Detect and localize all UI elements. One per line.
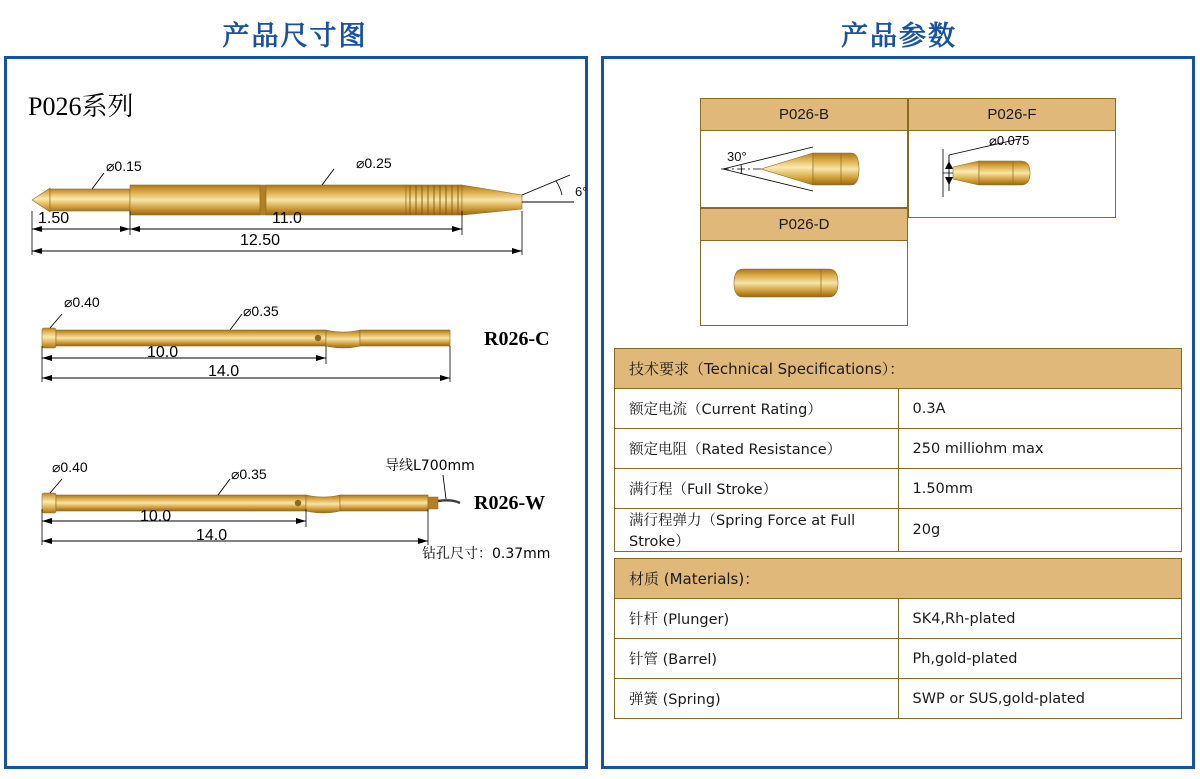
table-row <box>615 599 1182 639</box>
tip-type-figure-p026f <box>909 131 1115 217</box>
dim-inner-3: 10.0 <box>140 508 172 525</box>
label-dia-large-2: ⌀0.40 <box>64 294 100 310</box>
note-hole-size: 钻孔尺寸：0.37mm <box>422 546 551 562</box>
left-panel <box>4 56 588 769</box>
table-row <box>615 469 1182 509</box>
table-row <box>615 679 1182 719</box>
table-row <box>615 429 1182 469</box>
material-value-0: SK4,Rh-plated <box>898 599 1182 639</box>
tip-type-label-p026d: P026-D <box>701 209 907 241</box>
right-panel-title: 产品参数 <box>841 21 957 52</box>
tech-key-1: 额定电阻（Rated Resistance） <box>615 429 899 469</box>
material-key-0: 针杆 (Plunger) <box>615 599 899 639</box>
dimensions-drawing-2 <box>22 342 492 402</box>
tech-value-1: 250 milliohm max <box>898 429 1182 469</box>
tip-type-box-p026f <box>908 98 1116 218</box>
label-tip-diameter-p026f: ⌀0.075 <box>989 133 1030 148</box>
label-dia-large-3: ⌀0.40 <box>52 459 88 475</box>
tech-key-2: 满行程（Full Stroke） <box>615 469 899 509</box>
label-dia-small-2: ⌀0.35 <box>243 303 279 319</box>
material-key-1: 针管 (Barrel) <box>615 639 899 679</box>
material-value-1: Ph,gold-plated <box>898 639 1182 679</box>
dim-inner-2: 10.0 <box>147 344 179 361</box>
tech-key-0: 额定电流（Current Rating） <box>615 389 899 429</box>
dim-barrel-length: 11.0 <box>272 210 302 227</box>
tip-type-figure-p026b <box>701 131 907 207</box>
dim-total-3: 14.0 <box>196 527 228 544</box>
tech-table-header: 技术要求（Technical Specifications）： <box>615 349 1182 389</box>
table-row <box>615 389 1182 429</box>
table-header-row <box>615 559 1182 599</box>
table-row <box>615 509 1182 552</box>
tech-key-3: 满行程弹力（Spring Force at Full Stroke） <box>615 509 899 552</box>
materials-table-header: 材质 (Materials)： <box>615 559 1182 599</box>
dim-total-2: 14.0 <box>208 363 240 380</box>
material-value-2: SWP or SUS,gold-plated <box>898 679 1182 719</box>
part-name-r026w: R026-W <box>474 492 546 514</box>
material-key-2: 弹簧 (Spring) <box>615 679 899 719</box>
tip-type-label-p026f: P026-F <box>909 99 1115 131</box>
dimensions-drawing-1 <box>22 205 582 275</box>
left-panel-title: 产品尺寸图 <box>222 21 368 52</box>
dim-tip-length: 1.50 <box>38 210 70 227</box>
materials-table <box>614 558 1182 719</box>
tech-value-3: 20g <box>898 509 1182 552</box>
tech-value-0: 0.3A <box>898 389 1182 429</box>
technical-specifications-table <box>614 348 1182 552</box>
label-barrel-diameter: ⌀0.25 <box>356 155 392 171</box>
part-name-r026c: R026-C <box>484 328 550 350</box>
table-header-row <box>615 349 1182 389</box>
table-row <box>615 639 1182 679</box>
label-dia-small-3: ⌀0.35 <box>231 466 267 482</box>
label-tail-angle: 6° <box>575 184 588 199</box>
tip-type-figure-p026d <box>701 241 907 325</box>
tip-type-box-p026d <box>700 208 908 326</box>
label-wire-length: 导线L700mm <box>385 458 475 474</box>
tip-type-label-p026b: P026-B <box>701 99 907 131</box>
label-tip-angle-p026b: 30° <box>727 149 747 164</box>
dim-total-length-1: 12.50 <box>240 232 281 249</box>
series-title: P026系列 <box>28 92 134 121</box>
label-plunger-diameter: ⌀0.15 <box>106 158 142 174</box>
tech-value-2: 1.50mm <box>898 469 1182 509</box>
tip-type-box-p026b <box>700 98 908 208</box>
